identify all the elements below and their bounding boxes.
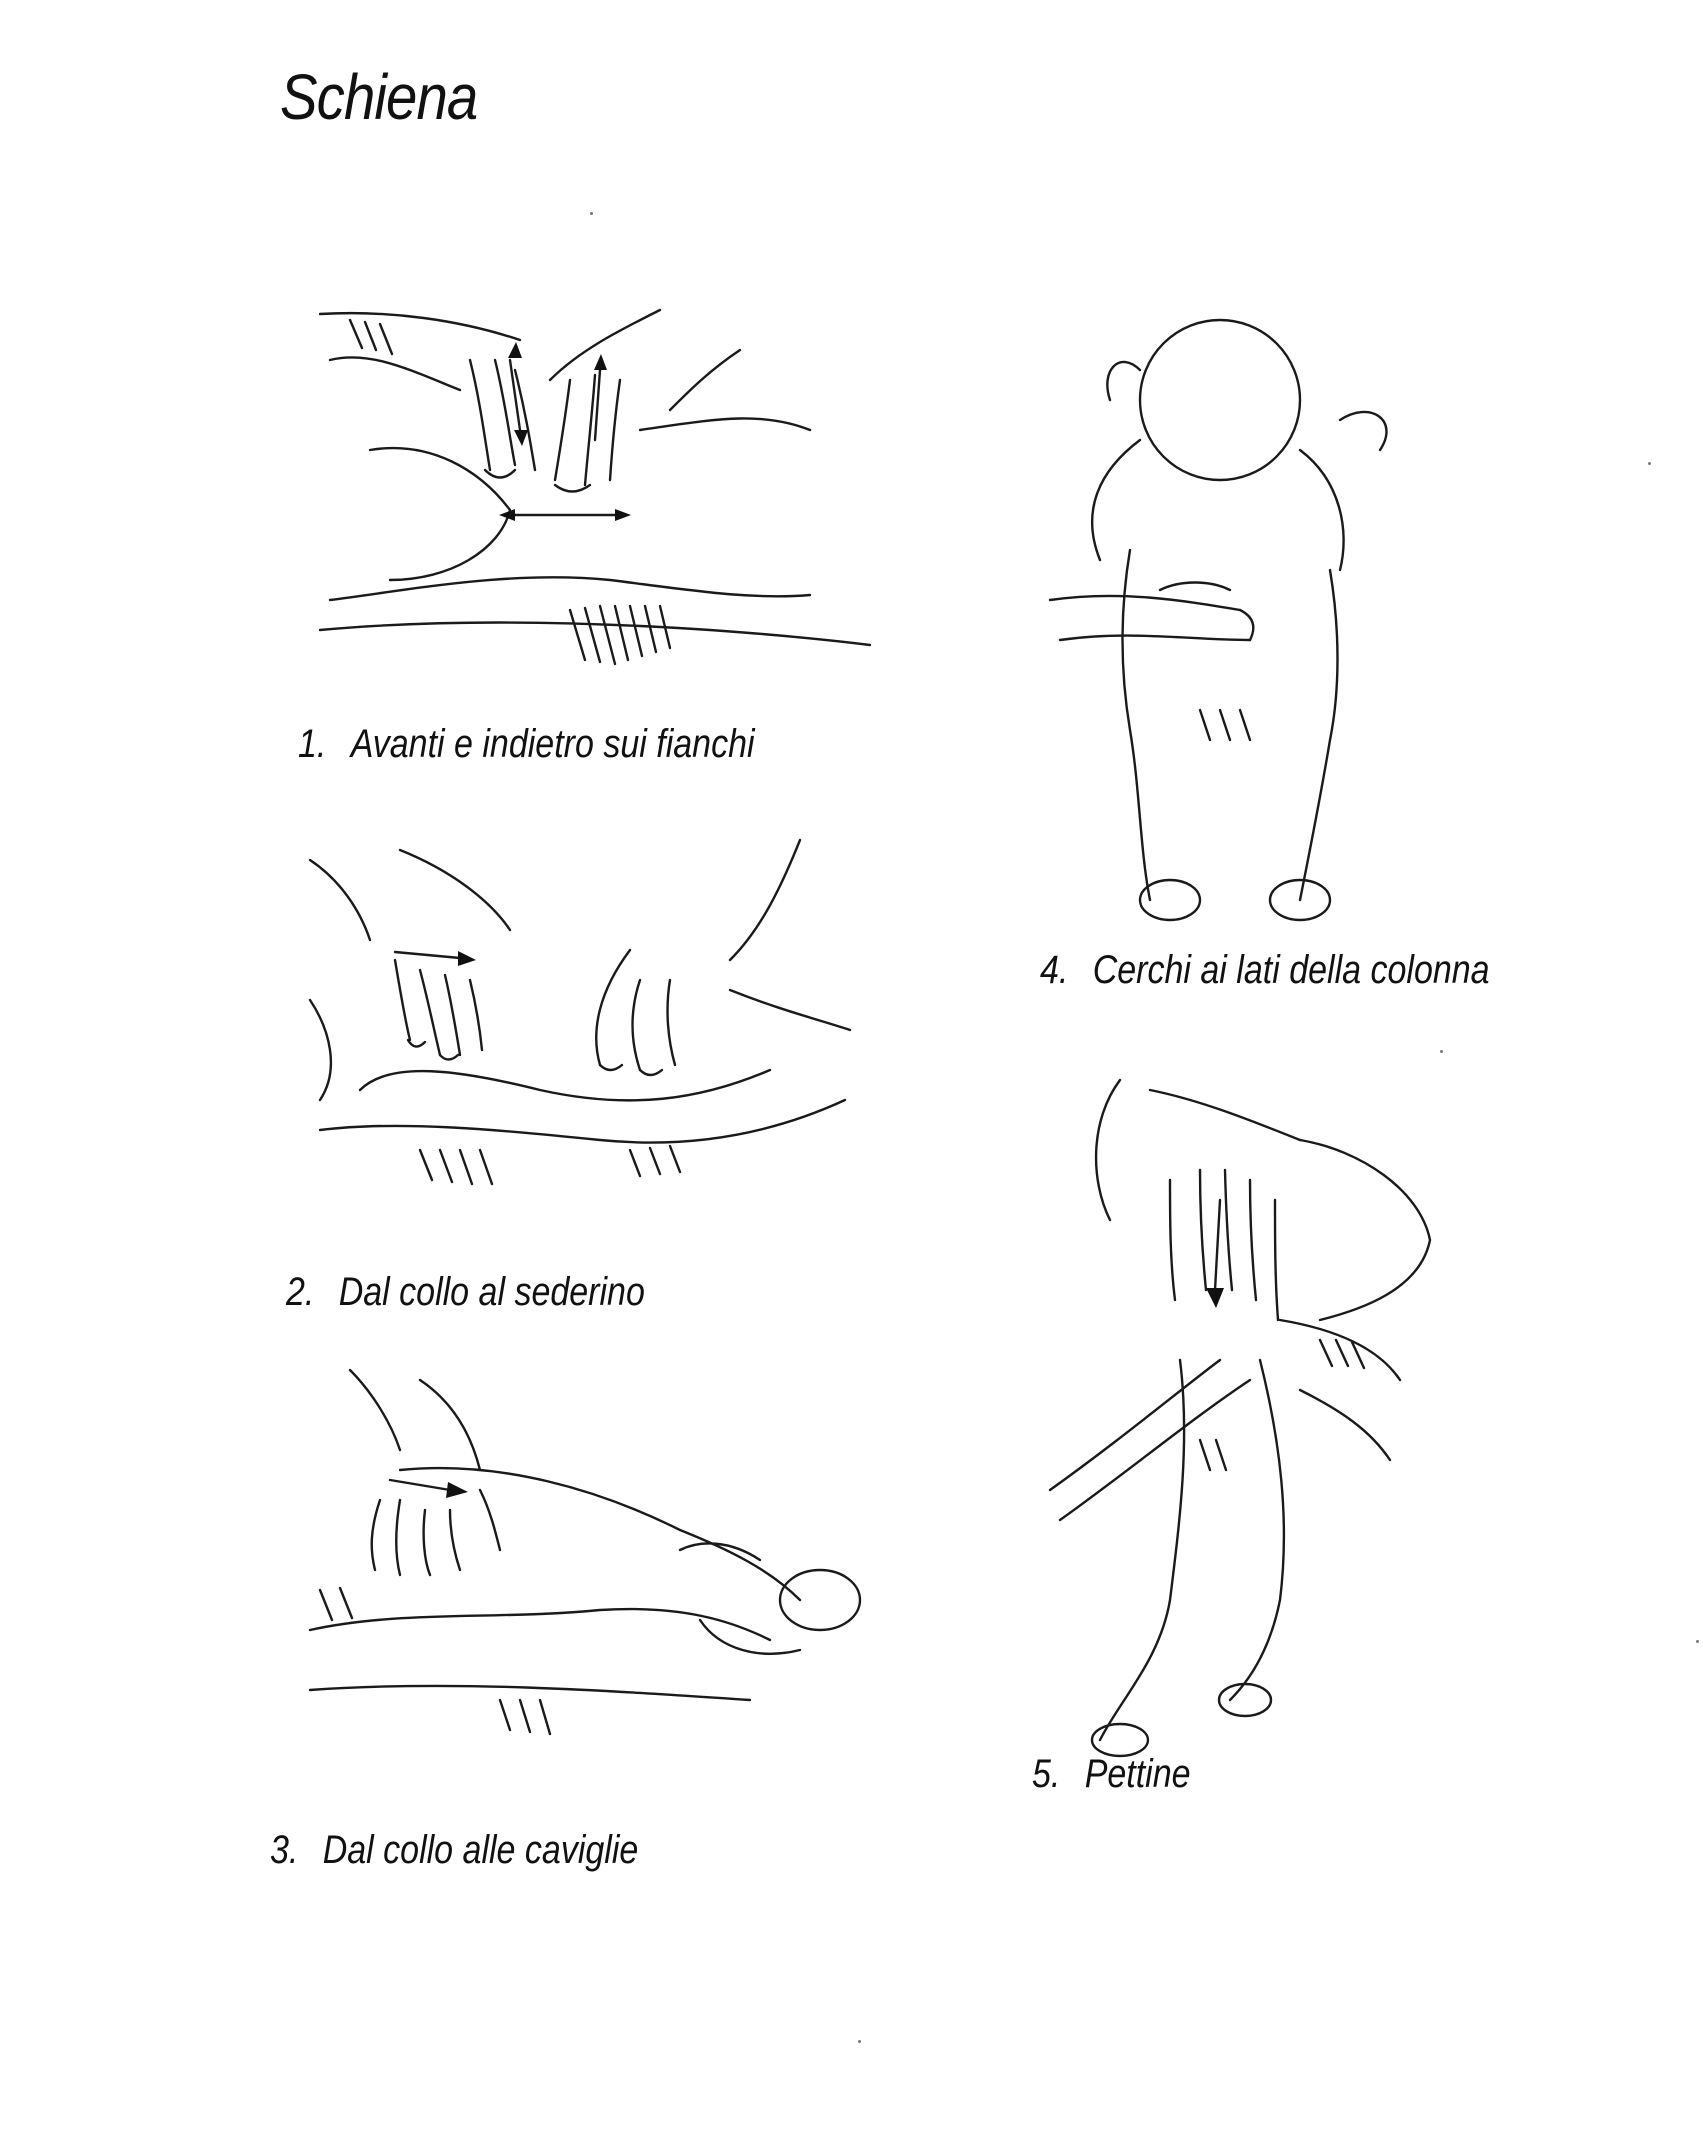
scan-speck xyxy=(590,212,593,215)
step-number: 1. xyxy=(298,722,327,766)
step-number: 4. xyxy=(1040,948,1069,992)
illustration-step-1 xyxy=(310,300,880,700)
scan-speck xyxy=(1648,462,1651,465)
step-caption-3 xyxy=(270,1828,638,1873)
step-caption-5 xyxy=(1032,1752,1191,1797)
illustration-step-2 xyxy=(300,830,860,1210)
scan-speck xyxy=(1696,1640,1699,1643)
scan-speck xyxy=(858,2040,861,2043)
scan-speck xyxy=(1440,1050,1443,1053)
page-title: Schiena xyxy=(280,61,478,133)
step-number: 2. xyxy=(286,1270,315,1314)
step-caption-2 xyxy=(286,1270,645,1315)
step-label: Cerchi ai lati della colonna xyxy=(1092,948,1490,992)
step-number: 3. xyxy=(270,1828,299,1872)
step-caption-1 xyxy=(298,722,755,767)
illustration-step-4 xyxy=(1040,310,1440,930)
step-label: Pettine xyxy=(1084,1752,1191,1796)
step-label: Dal collo al sederino xyxy=(338,1270,645,1314)
illustration-step-3 xyxy=(300,1360,870,1780)
step-number: 5. xyxy=(1032,1752,1061,1796)
step-caption-4 xyxy=(1040,948,1490,993)
step-label: Dal collo alle caviglie xyxy=(322,1828,639,1872)
illustration-step-5 xyxy=(1020,1060,1440,1760)
step-label: Avanti e indietro sui fianchi xyxy=(350,722,755,766)
